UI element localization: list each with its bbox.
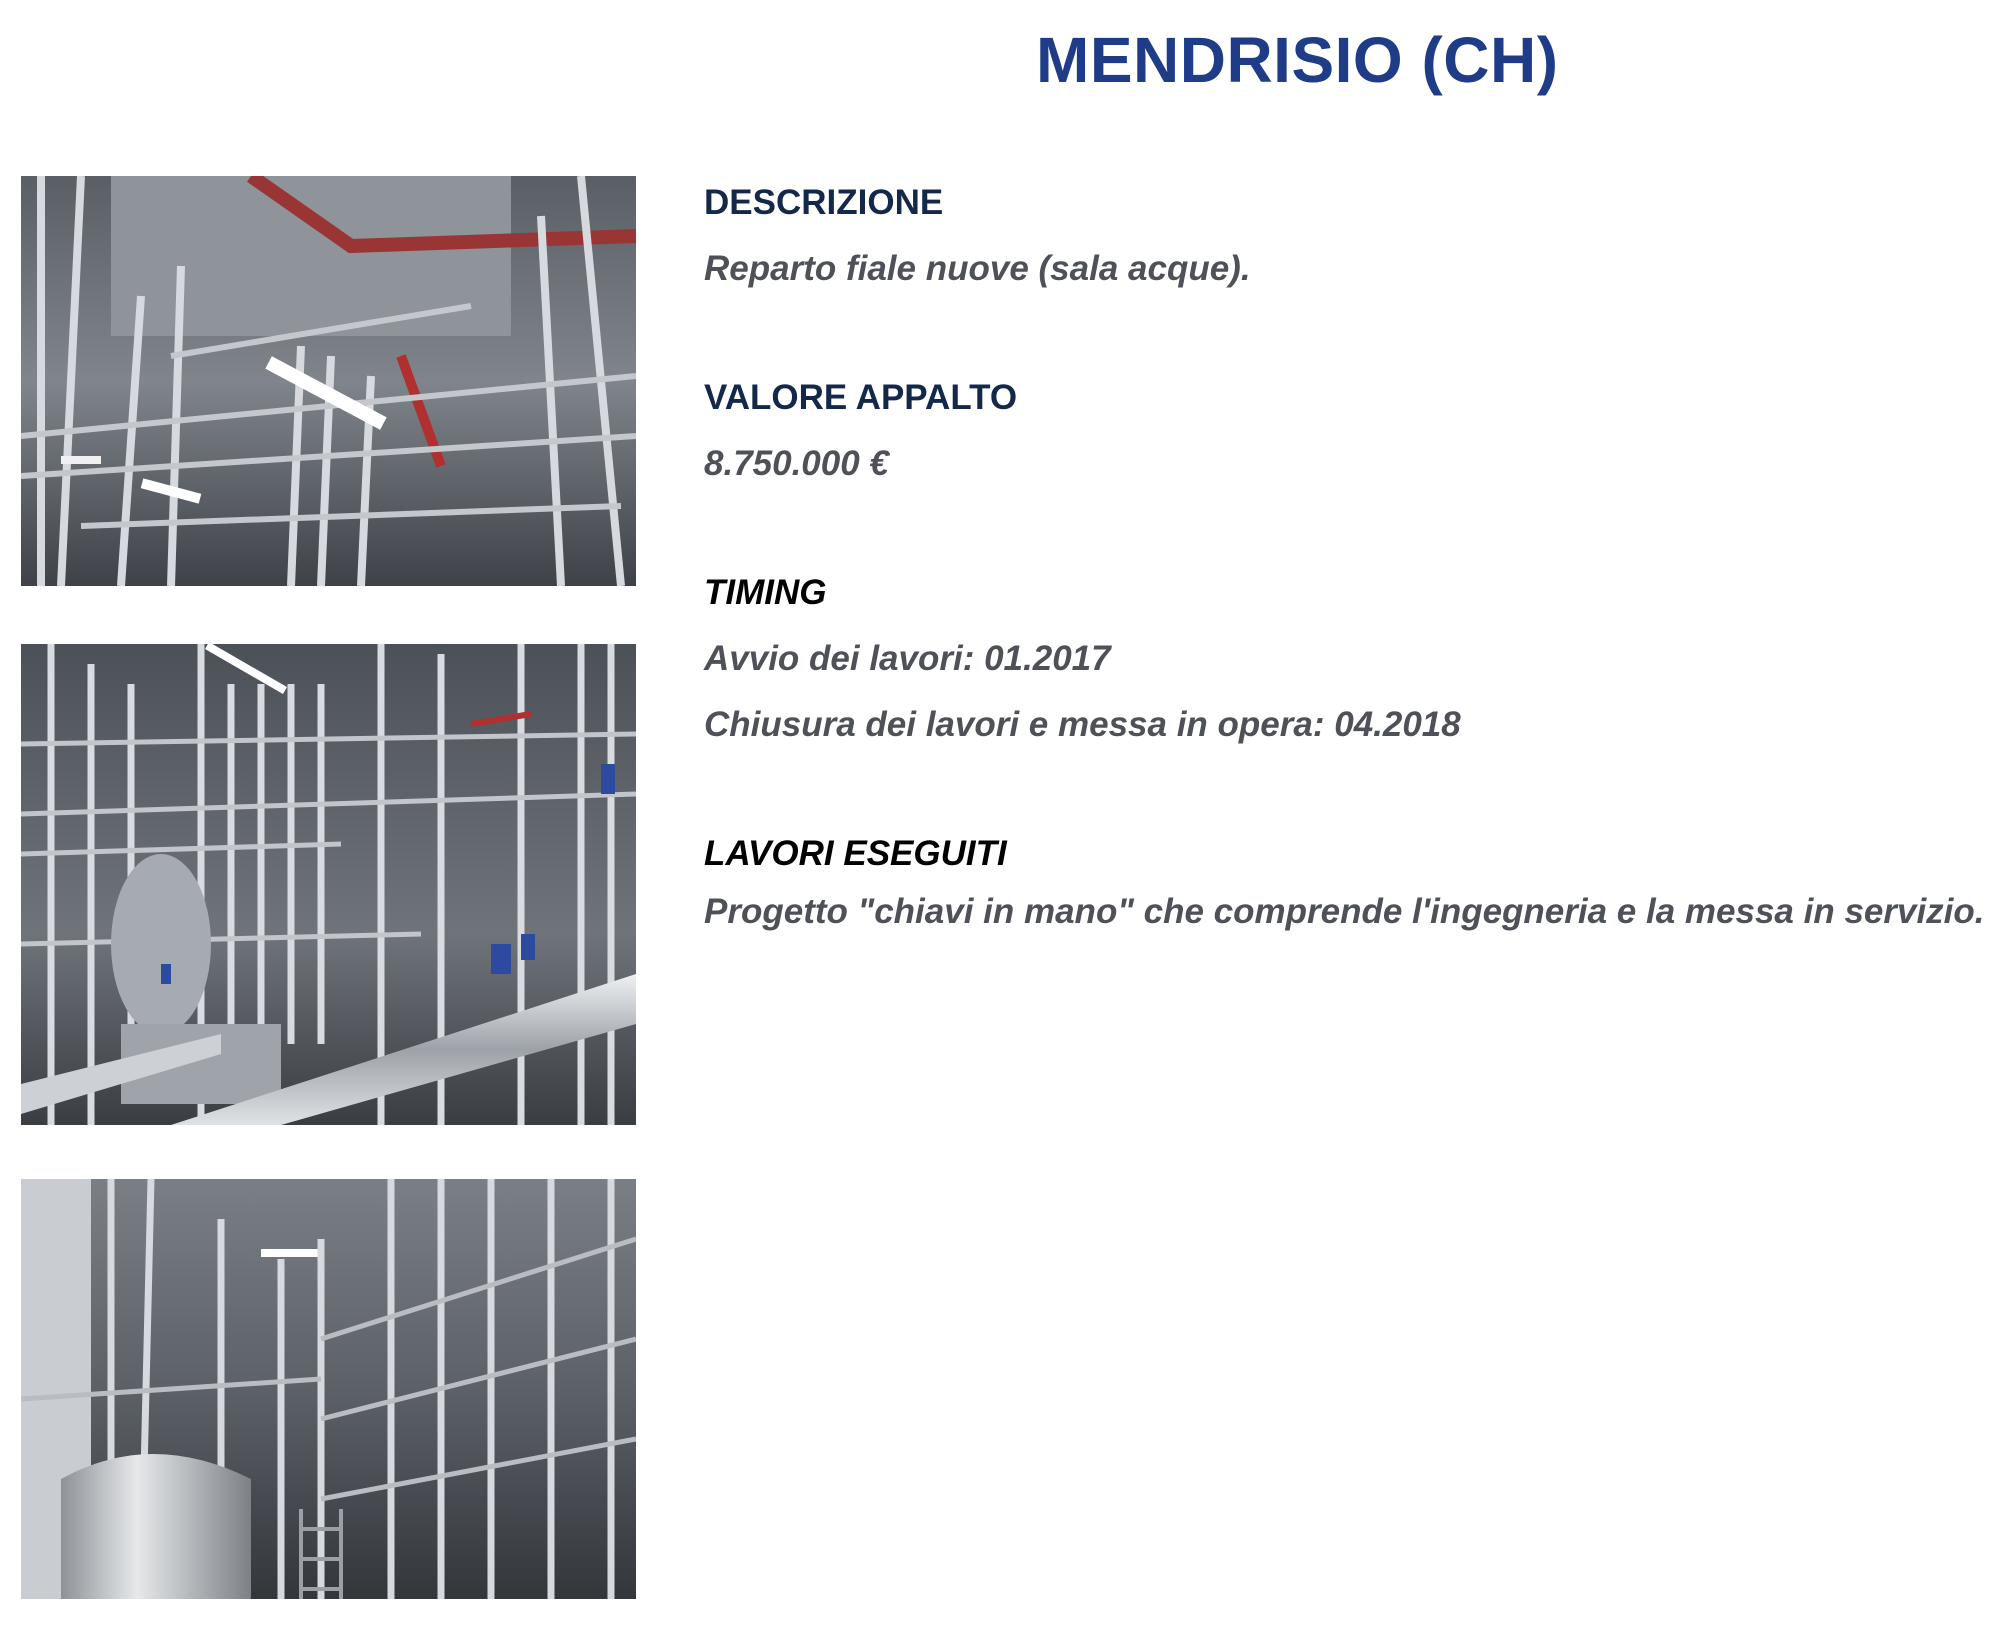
valore-heading: VALORE APPALTO — [704, 378, 1018, 417]
timing-heading: TIMING — [704, 573, 827, 612]
valore-text: 8.750.000 € — [704, 444, 889, 483]
descrizione-heading: DESCRIZIONE — [704, 183, 944, 222]
piping-ceiling-photo — [21, 176, 636, 586]
lavori-heading: LAVORI ESEGUITI — [704, 834, 1007, 873]
timing-start: Avvio dei lavori: 01.2017 — [704, 639, 1111, 678]
timing-section — [704, 568, 1994, 750]
page-title: MENDRISIO (CH) — [1036, 24, 1559, 96]
descrizione-text: Reparto fiale nuove (sala acque). — [704, 249, 1251, 288]
lavori-text: Progetto "chiavi in mano" che comprende l'ingegneria e la messa in servizio. — [704, 892, 1985, 931]
descrizione-section — [704, 178, 1994, 294]
stainless-steel-plant-photo — [21, 644, 636, 1125]
tank-and-pipes-photo — [21, 1179, 636, 1599]
timing-end: Chiusura dei lavori e messa in opera: 04.2018 — [704, 705, 1461, 744]
project-details — [704, 178, 1994, 937]
valore-section — [704, 373, 1994, 489]
lavori-section — [704, 829, 1994, 937]
